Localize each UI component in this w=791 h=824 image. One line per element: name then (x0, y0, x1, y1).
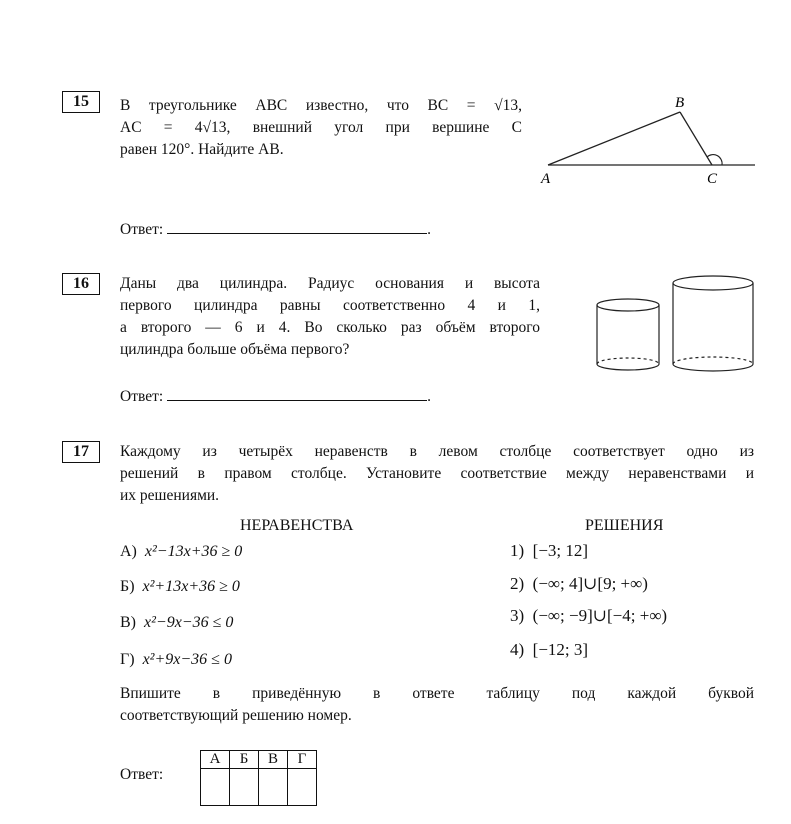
solution-3 (510, 606, 667, 626)
task-16-text (120, 273, 540, 361)
answer-label: Ответ: (120, 221, 164, 238)
task-16-answer: Ответ: . (120, 388, 432, 405)
vertex-b-label: B (675, 95, 685, 111)
triangle-figure (535, 92, 765, 187)
task-17-number: 17 (62, 441, 100, 463)
solution-expr: [−12; 3] (532, 640, 589, 659)
solution-1 (510, 541, 588, 561)
solutions-heading: РЕШЕНИЯ (585, 517, 664, 534)
inequality-expr: x²−9x−36 ≤ 0 (144, 614, 234, 631)
option-label: Г) (120, 651, 135, 668)
inequality-expr: x²+13x+36 ≥ 0 (142, 578, 240, 595)
solution-4 (510, 640, 588, 660)
task-15-line: AC = 4√13, внешний угол при вершине C (120, 119, 522, 136)
option-label: 3) (510, 606, 525, 625)
task-16-line: первого цилиндра равны соответственно 4 и 1, (120, 297, 540, 314)
solution-2 (510, 574, 648, 594)
answer-cell-g[interactable] (288, 769, 317, 806)
option-label: 4) (510, 640, 525, 659)
task-17-line: Каждому из четырёх неравенств в левом столбце соответствует одно из (120, 443, 754, 460)
task-15-line: В треугольнике ABC известно, что BC = √13, (120, 97, 522, 114)
task-17-answer-label: Ответ: (120, 766, 164, 783)
answer-header-v: В (259, 751, 288, 769)
answer-cell-v[interactable] (259, 769, 288, 806)
task-16-line: а второго — 6 и 4. Во сколько раз объём второго (120, 319, 540, 336)
task-16-number: 16 (62, 273, 100, 295)
task-17-text (120, 441, 754, 507)
option-label: А) (120, 543, 137, 560)
vertex-c-label: C (707, 171, 718, 187)
inequalities-heading: НЕРАВЕНСТВА (240, 517, 354, 534)
option-label: 1) (510, 541, 525, 560)
answer-field[interactable] (167, 386, 427, 401)
task-16-line: Даны два цилиндра. Радиус основания и высота (120, 275, 540, 292)
task-17-instruction (120, 683, 754, 727)
answer-field[interactable] (167, 219, 427, 234)
task-16-line: цилиндра больше объёма первого? (120, 341, 350, 358)
answer-cell-b[interactable] (230, 769, 259, 806)
instruction-line: соответствующий решению номер. (120, 707, 352, 724)
inequality-expr: x²+9x−36 ≤ 0 (142, 651, 232, 668)
task-15-answer: Ответ: . (120, 221, 432, 238)
task-15-number: 15 (62, 91, 100, 113)
answer-label: Ответ: (120, 388, 164, 405)
solution-expr: [−3; 12] (532, 541, 589, 560)
inequality-v (120, 614, 233, 632)
answer-header-b: Б (230, 751, 259, 769)
inequality-g (120, 651, 232, 669)
option-label: Б) (120, 578, 135, 595)
task-15-text (120, 95, 522, 161)
solution-expr: (−∞; −9]∪[−4; +∞) (532, 606, 668, 625)
answer-header-g: Г (288, 751, 317, 769)
task-15-line: равен 120°. Найдите AB. (120, 141, 284, 158)
instruction-line: Впишите в приведённую в ответе таблицу под каждой буквой (120, 685, 754, 702)
inequality-b (120, 578, 240, 596)
option-label: 2) (510, 574, 525, 593)
inequality-a (120, 543, 242, 561)
answer-table (200, 750, 317, 806)
task-17-line: их решениями. (120, 487, 220, 504)
option-label: В) (120, 614, 136, 631)
solution-expr: (−∞; 4]∪[9; +∞) (532, 574, 648, 593)
answer-header-a: А (201, 751, 230, 769)
inequality-expr: x²−13x+36 ≥ 0 (144, 543, 243, 560)
vertex-a-label: A (541, 171, 551, 187)
cylinders-figure (590, 272, 760, 377)
answer-cell-a[interactable] (201, 769, 230, 806)
task-17-line: решений в правом столбце. Установите соответствие между неравенствами и (120, 465, 754, 482)
